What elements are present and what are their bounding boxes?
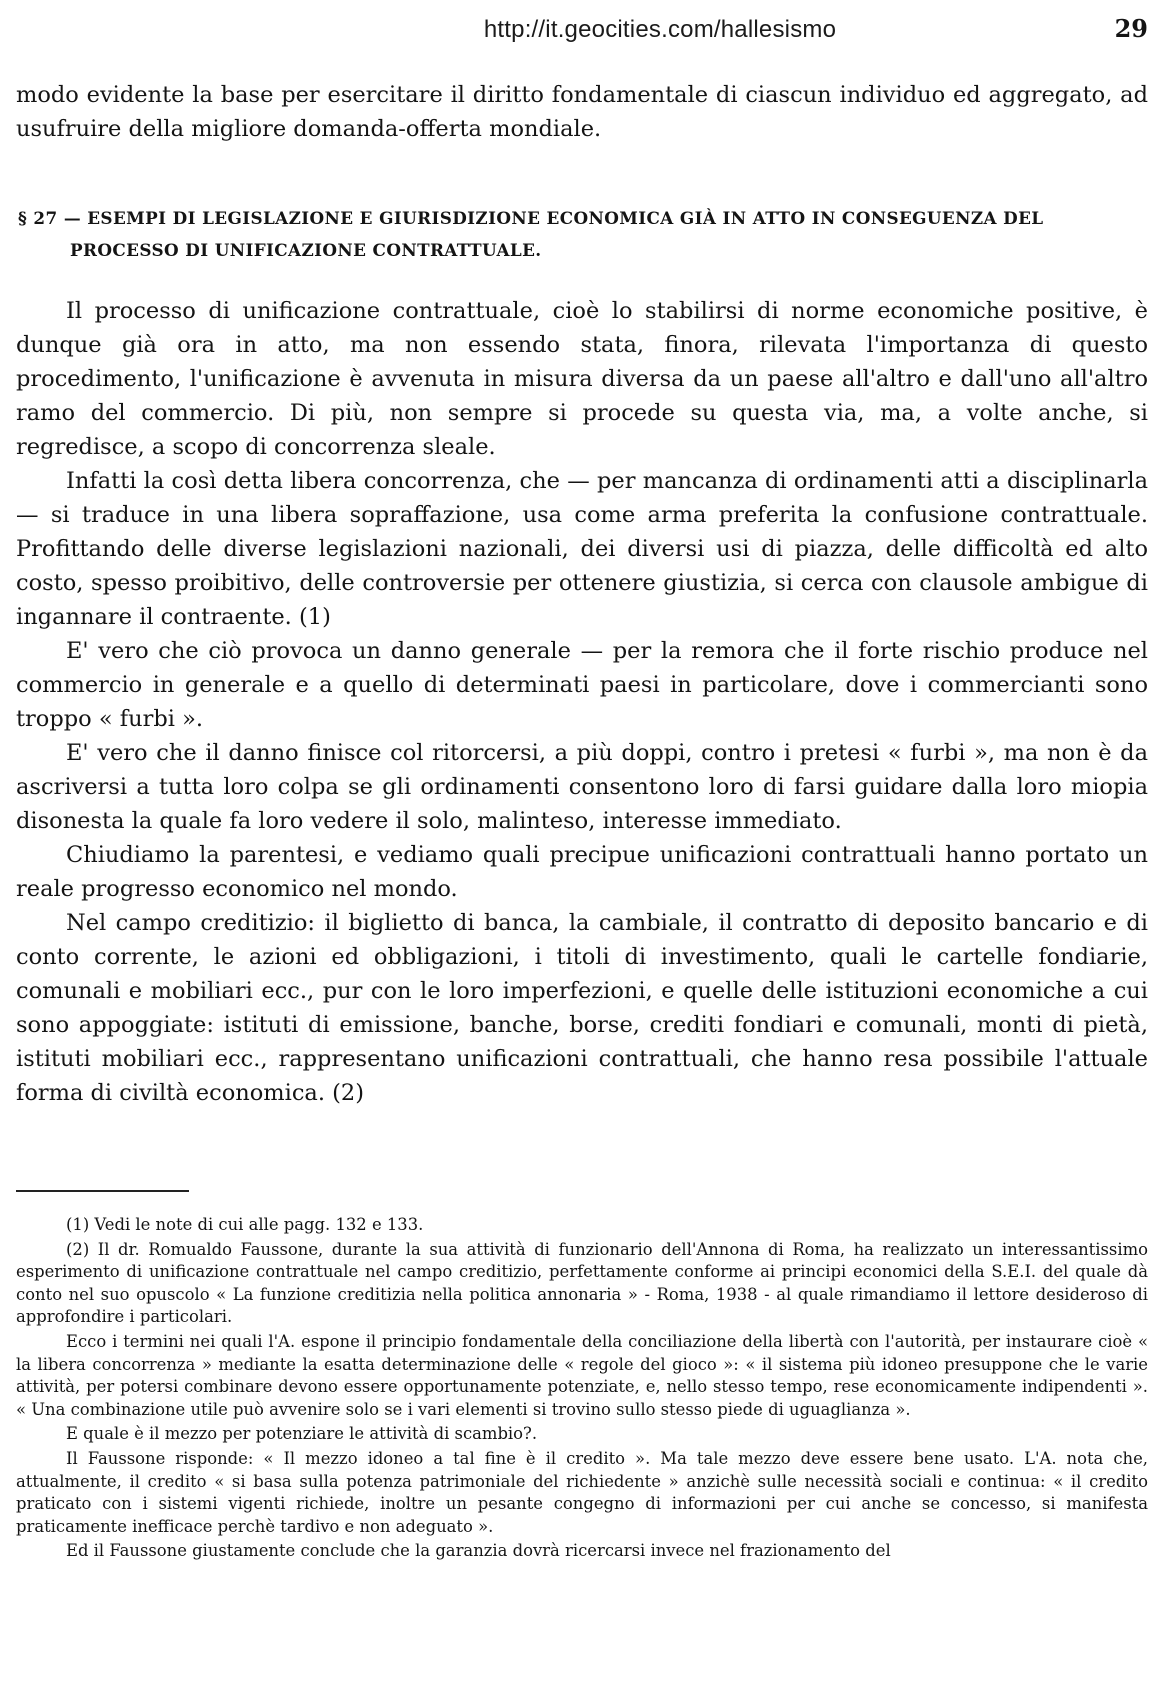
source-url: http://it.geocities.com/hallesismo bbox=[483, 16, 837, 43]
footnote: (2) Il dr. Romualdo Faussone, durante la sua attività di funzionario dell'Annona di Roma, ha realizzato un interessantissimo esperimento di unificazione contrattuale nel campo creditizio, perfettamente conforme ai principi economici della S.E.I. del quale dà conto nel suo opuscolo « La funzione creditizia nella politica annonaria » - Roma, 1938 - al quale rimandiamo il lettore desideroso di approfondire i particolari. bbox=[16, 1239, 1148, 1327]
section-heading bbox=[18, 202, 1150, 266]
section-heading-line-1: § 27 — ESEMPI DI LEGISLAZIONE E GIURISDIZIONE ECONOMICA GIÀ IN ATTO IN CONSEGUENZA DEL bbox=[18, 208, 1044, 228]
body-paragraph: Il processo di unificazione contrattuale, cioè lo stabilirsi di norme economiche positive, è dunque già ora in atto, ma non essendo stata, finora, rilevata l'importanza di questo procedimento, l'unificazione è avvenuta in misura diversa da un paese all'altro e dall'uno all'altro ramo del commercio. Di più, non sempre si procede su questa via, ma, a volte anche, si regredisce, a scopo di concorrenza sleale. bbox=[16, 298, 1148, 460]
page-number: 29 bbox=[1114, 14, 1148, 43]
body-paragraph: Infatti la così detta libera concorrenza, che — per mancanza di ordinamenti atti a disciplinarla — si traduce in una libera sopraffazione, usa come arma preferita la confusione contrattuale. Profittando delle diverse legislazioni nazionali, dei diversi usi di piazza, delle difficoltà ed alto costo, spesso proibitivo, delle controversie per ottenere giustizia, si cerca con clausole ambigue di ingannare il contraente. (1) bbox=[16, 468, 1148, 630]
intro-paragraph: modo evidente la base per esercitare il diritto fondamentale di ciascun individuo ed aggregato, ad usufruire della migliore domanda-offerta mondiale. bbox=[16, 82, 1148, 142]
footnote-separator bbox=[16, 1190, 189, 1192]
footnotes bbox=[16, 1214, 1148, 1563]
footnote: Ed il Faussone giustamente conclude che la garanzia dovrà ricercarsi invece nel frazionamento del bbox=[66, 1541, 891, 1561]
footnote: Il Faussone risponde: « Il mezzo idoneo a tal fine è il credito ». Ma tale mezzo deve essere bene usato. L'A. nota che, attualmente, il credito « si basa sulla potenza patrimoniale del richiedente » anzichè sulle necessità sociali e continua: « il credito praticato con i sistemi vigenti richiede, inoltre un pesante congegno di informazioni per cui anche se concesso, si manifesta praticamente inefficace perchè tardivo e non adeguato ». bbox=[16, 1448, 1148, 1536]
footnote: E quale è il mezzo per potenziare le attività di scambio?. bbox=[66, 1424, 538, 1444]
main-body bbox=[16, 294, 1148, 1110]
section-heading-line-2: PROCESSO DI UNIFICAZIONE CONTRATTUALE. bbox=[70, 240, 542, 260]
body-paragraph: Nel campo creditizio: il biglietto di banca, la cambiale, il contratto di deposito bancario e di conto corrente, le azioni ed obbligazioni, i titoli di investimento, quali le cartelle fondiarie, comunali e mobiliari ecc., pur con le loro imperfezioni, e quelle delle istituzioni economiche a cui sono appoggiate: istituti di emissione, banche, borse, crediti fondiari e comunali, monti di pietà, istituti mobiliari ecc., rappresentano unificazioni contrattuali, che hanno resa possibile l'attuale forma di civiltà economica. (2) bbox=[16, 910, 1148, 1106]
footnote: Ecco i termini nei quali l'A. espone il principio fondamentale della conciliazione della libertà con l'autorità, per instaurare cioè « la libera concorrenza » mediante la esatta determinazione delle « regole del gioco »: « il sistema più idoneo presuppone che le varie attività, per potersi combinare devono essere opportunamente potenziate, e, nello stesso tempo, rese economicamente indipendenti ». « Una combinazione utile può avvenire solo se i vari elementi si trovino sullo stesso piede di uguaglianza ». bbox=[16, 1331, 1148, 1419]
intro-paragraph-block bbox=[16, 78, 1148, 146]
body-paragraph: E' vero che ciò provoca un danno generale — per la remora che il forte rischio produce nel commercio in generale e a quello di determinati paesi in particolare, dove i commercianti sono troppo « furbi ». bbox=[16, 638, 1148, 732]
body-paragraph: Chiudiamo la parentesi, e vediamo quali precipue unificazioni contrattuali hanno portato un reale progresso economico nel mondo. bbox=[16, 842, 1148, 902]
body-paragraph: E' vero che il danno finisce col ritorcersi, a più doppi, contro i pretesi « furbi », ma non è da ascriversi a tutta loro colpa se gli ordinamenti consentono loro di farsi guidare dalla loro miopia disonesta la quale fa loro vedere il solo, malinteso, interesse immediato. bbox=[16, 740, 1148, 834]
footnote: (1) Vedi le note di cui alle pagg. 132 e 133. bbox=[66, 1215, 424, 1234]
